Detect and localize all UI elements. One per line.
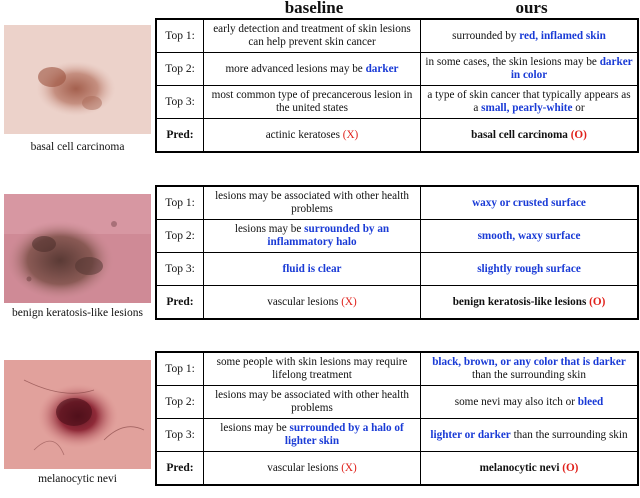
text-segment: some nevi may also itch or: [454, 395, 578, 408]
ours-pred: [421, 286, 639, 320]
baseline-cell: [204, 19, 421, 53]
ours-pred-text: benign keratosis-like lesions: [452, 295, 587, 308]
text-segment: more advanced lesions may be: [225, 62, 366, 75]
wrong-mark: (X): [342, 128, 359, 141]
ours-cell: [421, 352, 639, 386]
baseline-cell: [204, 220, 421, 253]
ours-cell: [421, 86, 639, 119]
baseline-cell: [204, 253, 421, 286]
baseline-cell: [204, 86, 421, 119]
highlighted-phrase: slightly rough surface: [477, 262, 581, 275]
results-table-benign-keratosis: [155, 185, 639, 320]
caption-benign-keratosis: benign keratosis-like lesions: [12, 307, 143, 319]
results-table-melanocytic-nevi: [155, 351, 639, 486]
header-baseline: baseline: [284, 0, 344, 17]
table-row: [156, 220, 638, 253]
pred-label: Pred:: [156, 119, 204, 153]
pred-row: [156, 119, 638, 153]
wrong-mark: (X): [341, 295, 357, 308]
row-label: Top 1:: [156, 186, 204, 220]
ours-pred-text: basal cell carcinoma: [471, 128, 568, 141]
lesion-image-melanocytic-nevi: [4, 360, 151, 469]
row-label: Top 1:: [156, 19, 204, 53]
header-ours: ours: [515, 0, 548, 17]
baseline-cell: [204, 386, 421, 419]
text-segment: lesions may be: [220, 422, 290, 434]
highlighted-phrase: darker: [365, 62, 399, 75]
baseline-pred-text: actinic keratoses: [265, 128, 340, 141]
table-row: [156, 253, 638, 286]
correct-mark: (O): [562, 461, 579, 474]
ours-cell: [421, 53, 639, 86]
pred-label: Pred:: [156, 286, 204, 320]
ours-cell: [421, 253, 639, 286]
highlighted-phrase: lighter or darker: [430, 428, 511, 441]
highlighted-phrase: bleed: [577, 395, 604, 408]
ours-cell: [421, 220, 639, 253]
text-segment: or: [572, 102, 585, 114]
row-label: Top 3:: [156, 86, 204, 119]
baseline-pred: [204, 286, 421, 320]
correct-mark: (O): [589, 295, 606, 308]
row-label: Top 2:: [156, 220, 204, 253]
table-row: [156, 53, 638, 86]
caption-melanocytic-nevi: melanocytic nevi: [38, 473, 117, 485]
text-segment: most common type of precancerous lesion in the united states: [211, 89, 413, 114]
highlighted-phrase: red, inflamed skin: [519, 29, 606, 42]
lesion-image-basal-cell-carcinoma: [4, 25, 151, 134]
ours-cell: [421, 19, 639, 53]
highlighted-phrase: darker in color: [510, 56, 633, 81]
text-segment: lesions may be associated with other health problems: [215, 389, 409, 414]
pred-row: [156, 286, 638, 320]
text-segment: lesions may be associated with other health problems: [215, 190, 409, 215]
correct-mark: (O): [570, 128, 587, 141]
baseline-pred-text: vascular lesions: [267, 295, 339, 308]
table-row: [156, 86, 638, 119]
baseline-pred: [204, 452, 421, 486]
ours-cell: [421, 186, 639, 220]
text-segment: than the surrounding skin: [471, 369, 587, 381]
caption-basal-cell-carcinoma: basal cell carcinoma: [30, 141, 125, 153]
baseline-cell: [204, 352, 421, 386]
ours-pred: [421, 452, 639, 486]
text-segment: some people with skin lesions may require lifelong treatment: [216, 356, 408, 381]
pred-label: Pred:: [156, 452, 204, 486]
highlighted-phrase: black, brown, or any color that is darker: [432, 356, 626, 368]
table-row: [156, 386, 638, 419]
table-row: [156, 186, 638, 220]
baseline-pred-text: vascular lesions: [267, 461, 339, 474]
table-row: [156, 419, 638, 452]
baseline-cell: [204, 186, 421, 220]
ours-cell: [421, 419, 639, 452]
text-segment: than the surrounding skin: [510, 428, 628, 441]
results-table-basal-cell-carcinoma: [155, 18, 639, 153]
row-label: Top 3:: [156, 253, 204, 286]
highlighted-phrase: smooth, waxy surface: [477, 229, 581, 242]
ours-cell: [421, 386, 639, 419]
table-row: [156, 19, 638, 53]
row-label: Top 2:: [156, 386, 204, 419]
ours-pred-text: melanocytic nevi: [479, 461, 560, 474]
highlighted-phrase: surrounded by an inflammatory halo: [267, 223, 390, 248]
text-segment: surrounded by: [452, 29, 520, 42]
baseline-cell: [204, 419, 421, 452]
ours-pred: [421, 119, 639, 153]
highlighted-phrase: waxy or crusted surface: [472, 196, 586, 209]
table-row: [156, 352, 638, 386]
row-label: Top 2:: [156, 53, 204, 86]
highlighted-phrase: fluid is clear: [282, 262, 342, 275]
highlighted-phrase: surrounded by a halo of lighter skin: [284, 422, 404, 447]
highlighted-phrase: small, pearly-white: [481, 102, 573, 114]
wrong-mark: (X): [341, 461, 357, 474]
lesion-image-benign-keratosis: [4, 194, 151, 303]
baseline-cell: [204, 53, 421, 86]
row-label: Top 3:: [156, 419, 204, 452]
text-segment: lesions may be: [234, 223, 305, 235]
text-segment: a type of skin cancer that typically appears as a: [427, 89, 631, 114]
baseline-pred: [204, 119, 421, 153]
pred-row: [156, 452, 638, 486]
row-label: Top 1:: [156, 352, 204, 386]
text-segment: in some cases, the skin lesions may be: [425, 56, 600, 68]
text-segment: early detection and treatment of skin lesions can help prevent skin cancer: [213, 23, 411, 48]
